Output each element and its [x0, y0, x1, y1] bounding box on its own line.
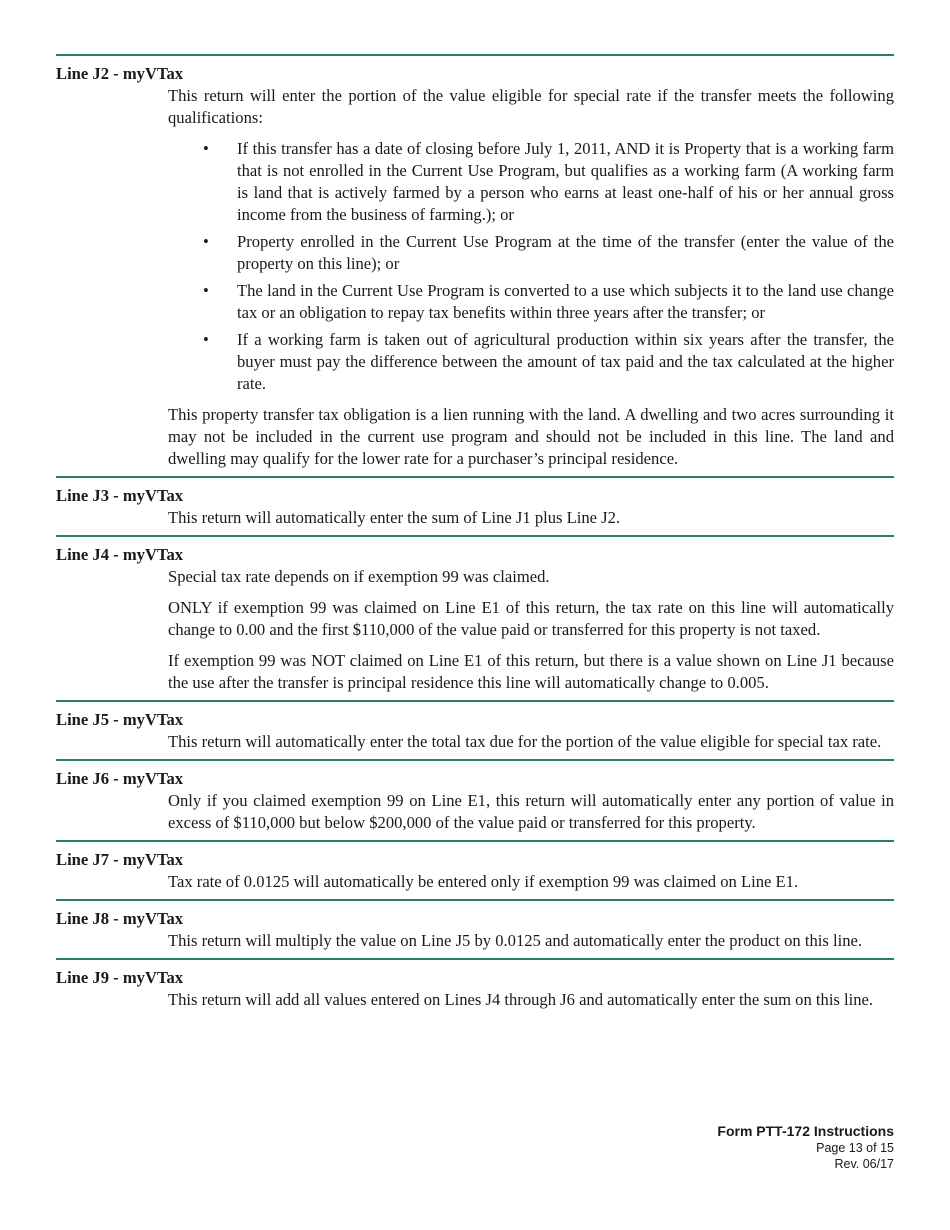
paragraph: This property transfer tax obligation is a lien running with the land. A dwelling and two acres surrounding it may not be included in the current use program and should not be included in this line. The land and dwelling may qualify for the lower rate for a purchaser’s principal residence. — [168, 405, 894, 468]
paragraph: This return will enter the portion of the value eligible for special rate if the transfer meets the following qualifications: — [168, 86, 894, 127]
paragraph: Only if you claimed exemption 99 on Line E1, this return will automatically enter any portion of value in excess of $110,000 but below $200,000 of the value paid or transferred for this property. — [168, 791, 894, 832]
paragraph: This return will multiply the value on Line J5 by 0.0125 and automatically enter the product on this line. — [168, 931, 863, 950]
list-item — [168, 280, 894, 324]
paragraph: This return will add all values entered on Lines J4 through J6 and automatically enter the sum on this line. — [168, 990, 874, 1009]
list-item — [168, 231, 894, 275]
paragraph: Special tax rate depends on if exemption 99 was claimed. — [168, 567, 550, 586]
section-line-j9 — [56, 958, 894, 1017]
section-title: Line J6 - myVTax — [56, 769, 184, 788]
section-line-j3 — [56, 476, 894, 535]
paragraph: ONLY if exemption 99 was claimed on Line E1 of this return, the tax rate on this line will automatically change to 0.00 and the first $110,000 of the value paid or transferred for this property is not taxed. — [168, 598, 894, 639]
section-body — [168, 790, 894, 834]
list-item — [168, 329, 894, 395]
section-body — [168, 731, 894, 753]
paragraph: This return will automatically enter the sum of Line J1 plus Line J2. — [168, 508, 621, 527]
section-title: Line J8 - myVTax — [56, 909, 184, 928]
paragraph: This return will automatically enter the total tax due for the portion of the value eligible for special tax rate. — [168, 732, 882, 751]
bullet-icon: • — [203, 281, 209, 300]
section-line-j6 — [56, 759, 894, 840]
section-line-j4 — [56, 535, 894, 700]
section-line-j5 — [56, 700, 894, 759]
section-body — [168, 930, 894, 952]
section-title: Line J9 - myVTax — [56, 968, 184, 987]
section-title: Line J3 - myVTax — [56, 486, 184, 505]
list-item-text: If a working farm is taken out of agricultural production within six years after the transfer, the buyer must pay the difference between the amount of tax paid and the tax calculated at the higher rate. — [237, 330, 894, 393]
section-line-j7 — [56, 840, 894, 899]
bullet-icon: • — [203, 139, 209, 158]
section-body — [168, 989, 894, 1011]
section-body — [168, 566, 894, 694]
section-title: Line J5 - myVTax — [56, 710, 184, 729]
instructions-page — [56, 54, 894, 1017]
page-footer — [717, 1122, 894, 1172]
section-title: Line J7 - myVTax — [56, 850, 184, 869]
form-title: Form PTT-172 Instructions — [717, 1123, 894, 1139]
section-body — [168, 507, 894, 529]
qualification-list — [168, 138, 894, 395]
revision-date: Rev. 06/17 — [834, 1157, 894, 1171]
list-item-text: The land in the Current Use Program is converted to a use which subjects it to the land use change tax or an obligation to repay tax benefits within three years after the transfer; or — [237, 281, 894, 322]
bullet-icon: • — [203, 330, 209, 349]
page-number: Page 13 of 15 — [816, 1141, 894, 1155]
paragraph: Tax rate of 0.0125 will automatically be entered only if exemption 99 was claimed on Line E1. — [168, 872, 799, 891]
paragraph: If exemption 99 was NOT claimed on Line E1 of this return, but there is a value shown on Line J1 because the use after the transfer is principal residence this line will automatically change to 0.005. — [168, 651, 894, 692]
list-item-text: Property enrolled in the Current Use Program at the time of the transfer (enter the value of the property on this line); or — [237, 232, 894, 273]
section-body — [168, 871, 894, 893]
list-item-text: If this transfer has a date of closing before July 1, 2011, AND it is Property that is a working farm that is not enrolled in the Current Use Program, but qualifies as a working farm (A working farm is land that is actively farmed by a person who earns at least one-half of his or her annual gross income from the business of farming.); or — [237, 139, 894, 224]
list-item — [168, 138, 894, 226]
section-line-j2 — [56, 54, 894, 476]
section-line-j8 — [56, 899, 894, 958]
bullet-icon: • — [203, 232, 209, 251]
section-body — [168, 85, 894, 470]
section-title: Line J4 - myVTax — [56, 545, 184, 564]
section-title: Line J2 - myVTax — [56, 64, 184, 83]
